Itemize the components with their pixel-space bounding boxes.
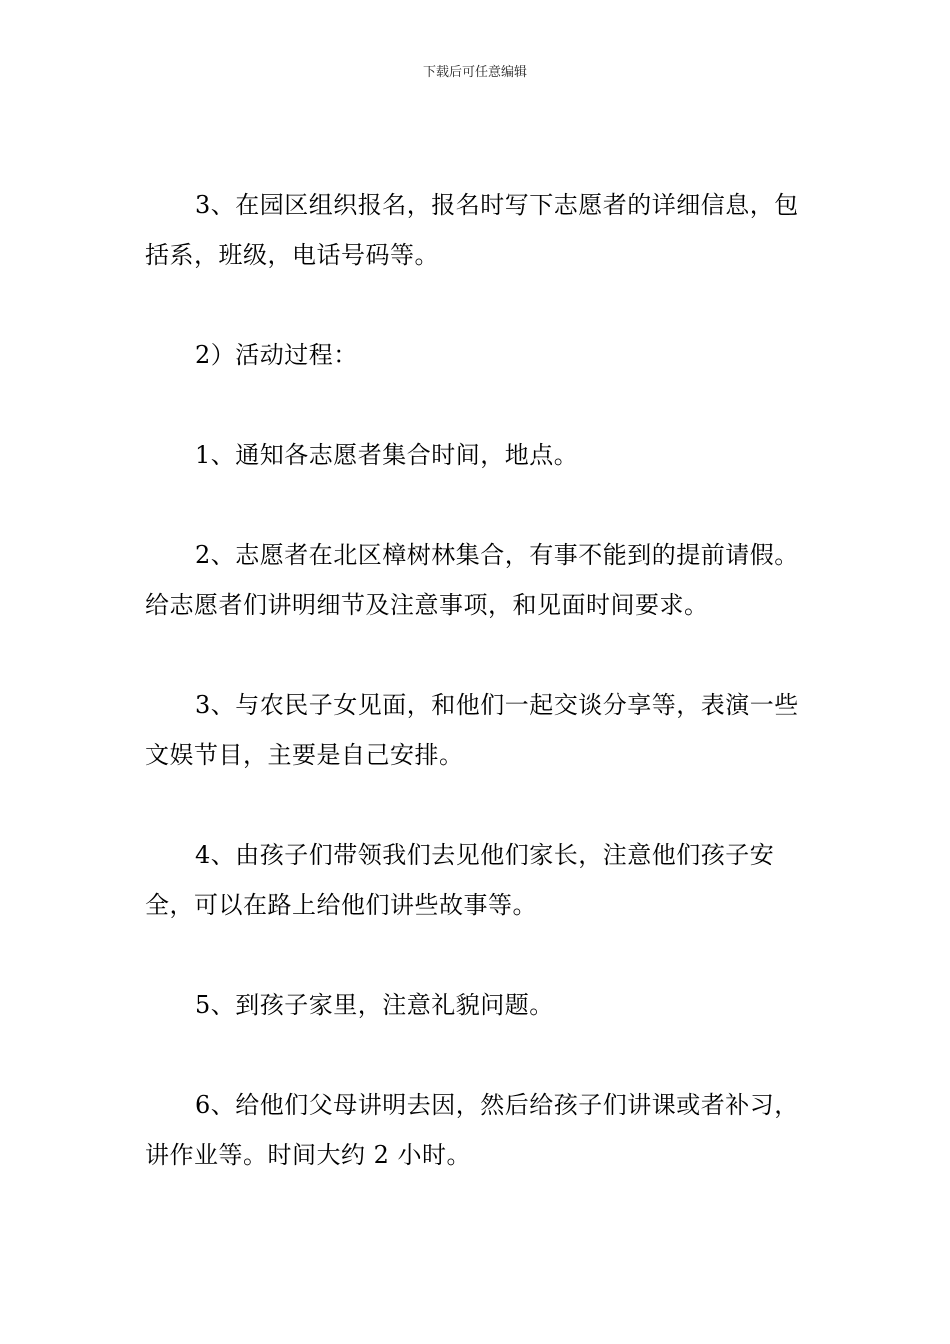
paragraph-tutoring: 6、给他们父母讲明去因，然后给孩子们讲课或者补习，讲作业等。时间大约 2 小时。 <box>145 1091 799 1169</box>
paragraph-registration: 3、在园区组织报名，报名时写下志愿者的详细信息，包括系，班级，电话号码等。 <box>145 191 799 269</box>
paragraph-process-heading: 2）活动过程： <box>195 341 358 369</box>
paragraph-gather: 2、志愿者在北区樟树林集合，有事不能到的提前请假。给志愿者们讲明细节及注意事项，和见面时间要求。 <box>145 541 799 619</box>
document-body <box>145 180 810 1230</box>
paragraph-meet-children: 3、与农民子女见面，和他们一起交谈分享等，表演一些文娱节目，主要是自己安排。 <box>145 691 799 769</box>
paragraph-home-visit: 5、到孩子家里，注意礼貌问题。 <box>195 991 554 1019</box>
paragraph-visit-parents: 4、由孩子们带领我们去见他们家长，注意他们孩子安全，可以在路上给他们讲些故事等。 <box>145 841 775 919</box>
paragraph-notify: 1、通知各志愿者集合时间，地点。 <box>195 441 579 469</box>
page-header-note: 下载后可任意编辑 <box>422 65 527 80</box>
